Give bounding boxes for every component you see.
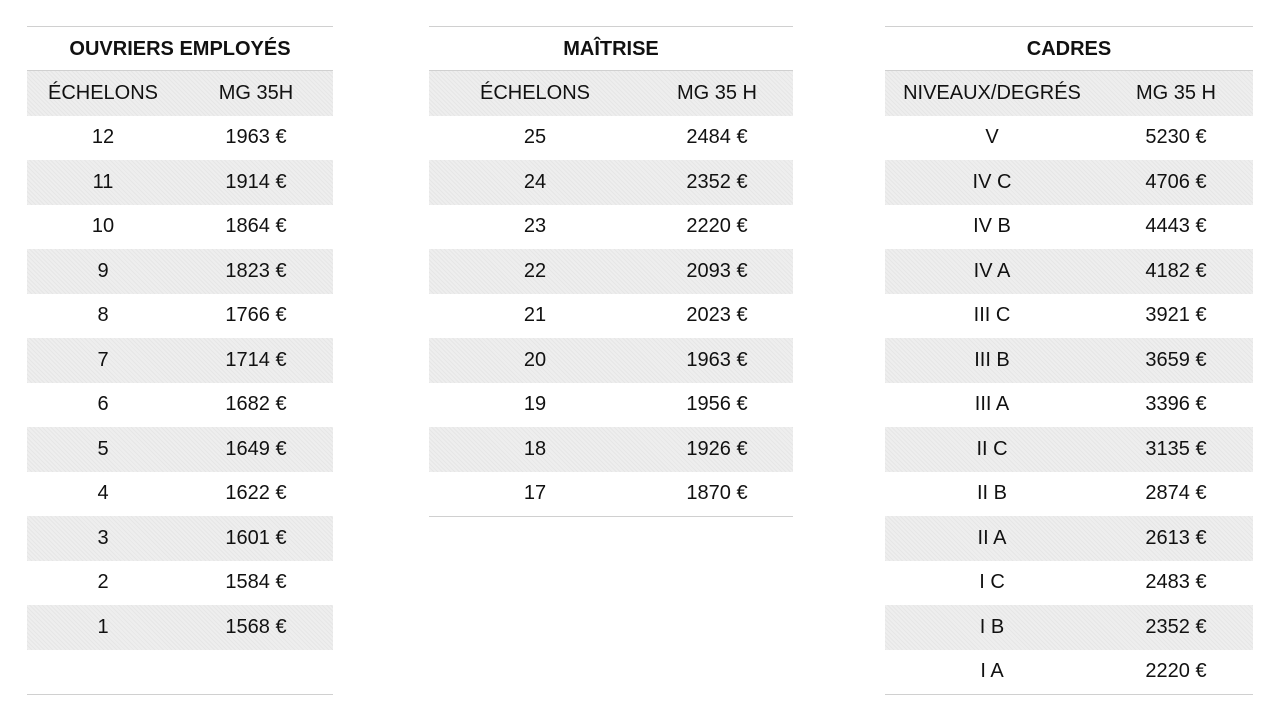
salary-cell: 2483 € (1145, 571, 1207, 594)
table-row (27, 249, 333, 294)
salary-cell: 1649 € (225, 437, 287, 460)
table-row (27, 516, 333, 561)
table-bottom-rule (885, 694, 1253, 695)
table-row (27, 160, 333, 205)
level-cell: 3 (97, 526, 109, 549)
level-cell: 22 (523, 259, 547, 282)
column-header: MG 35H (218, 81, 294, 104)
column-header: ÉCHELONS (479, 81, 591, 104)
level-cell: V (985, 126, 999, 149)
salary-cell: 1864 € (225, 215, 287, 238)
salary-cell: 1622 € (225, 482, 287, 505)
table-header-row (885, 71, 1253, 116)
level-cell: 10 (91, 215, 115, 238)
level-cell: III B (974, 348, 1010, 371)
level-cell: III A (974, 393, 1010, 416)
column-header: MG 35 H (676, 81, 758, 104)
salary-cell: 2352 € (1145, 615, 1207, 638)
level-cell: 11 (92, 170, 114, 193)
level-cell: 8 (97, 304, 109, 327)
level-cell: 18 (523, 437, 547, 460)
table-row (885, 472, 1253, 517)
table-row (27, 294, 333, 339)
level-cell: 19 (523, 393, 547, 416)
salary-cell: 1766 € (225, 304, 287, 327)
salary-cell: 2023 € (686, 304, 748, 327)
table-row (885, 427, 1253, 472)
salary-cell: 1870 € (686, 482, 748, 505)
table-row (27, 427, 333, 472)
level-cell: II A (977, 526, 1007, 549)
level-cell: 1 (97, 615, 109, 638)
table-row (885, 249, 1253, 294)
level-cell: 4 (97, 482, 109, 505)
level-cell: 2 (97, 571, 109, 594)
salary-cell: 1956 € (686, 393, 748, 416)
table-maitrise (429, 26, 793, 517)
table-row (27, 338, 333, 383)
salary-cell: 1914 € (225, 170, 287, 193)
level-cell: I B (979, 615, 1005, 638)
table-row (885, 516, 1253, 561)
level-cell: 6 (97, 393, 109, 416)
level-cell: 20 (523, 348, 547, 371)
table-bottom-rule (27, 694, 333, 695)
table-row (885, 605, 1253, 650)
level-cell: 24 (523, 170, 547, 193)
table-row (429, 205, 793, 250)
table-row (429, 383, 793, 428)
table-title: MAÎTRISE (429, 27, 793, 71)
column-header: NIVEAUX/DEGRÉS (903, 81, 1081, 104)
table-header-row (27, 71, 333, 116)
table-row (429, 338, 793, 383)
table-row (885, 650, 1253, 695)
level-cell: I C (979, 571, 1005, 594)
table-row (885, 294, 1253, 339)
table-row (27, 472, 333, 517)
level-cell: IV A (973, 259, 1011, 282)
level-cell: II C (976, 437, 1008, 460)
table-row (429, 294, 793, 339)
table-row (885, 383, 1253, 428)
column-header: MG 35 H (1135, 81, 1217, 104)
salary-cell: 1714 € (225, 348, 287, 371)
salary-cell: 2613 € (1145, 526, 1207, 549)
table-row (27, 383, 333, 428)
table-header-row (429, 71, 793, 116)
level-cell: I A (980, 660, 1004, 683)
table-row (27, 605, 333, 650)
salary-cell: 1963 € (225, 126, 287, 149)
table-row (429, 472, 793, 517)
salary-cell: 1601 € (225, 526, 287, 549)
salary-cell: 5230 € (1145, 126, 1207, 149)
level-cell: 7 (97, 348, 109, 371)
table-row (27, 116, 333, 161)
table-row (429, 249, 793, 294)
salary-cell: 2220 € (686, 215, 748, 238)
table-row (885, 338, 1253, 383)
salary-cell: 2484 € (686, 126, 748, 149)
table-row (429, 116, 793, 161)
table-row (429, 160, 793, 205)
salary-cell: 2874 € (1145, 482, 1207, 505)
table-ouvriers-employes (27, 26, 333, 695)
level-cell: 25 (523, 126, 547, 149)
salary-cell: 2352 € (686, 170, 748, 193)
level-cell: 21 (523, 304, 547, 327)
table-title: OUVRIERS EMPLOYÉS (27, 27, 333, 71)
salary-cell: 1963 € (686, 348, 748, 371)
table-body (885, 116, 1253, 695)
salary-cell: 3396 € (1145, 393, 1207, 416)
level-cell: 23 (523, 215, 547, 238)
salary-cell: 2093 € (686, 259, 748, 282)
level-cell: 9 (97, 259, 109, 282)
salary-cell: 3135 € (1145, 437, 1207, 460)
level-cell: 5 (97, 437, 109, 460)
level-cell: II B (976, 482, 1007, 505)
salary-cell: 2220 € (1145, 660, 1207, 683)
salary-cell: 1823 € (225, 259, 287, 282)
salary-cell: 3921 € (1145, 304, 1207, 327)
column-header: ÉCHELONS (47, 81, 159, 104)
salary-cell: 1584 € (225, 571, 287, 594)
table-row (885, 561, 1253, 606)
salary-cell: 3659 € (1145, 348, 1207, 371)
salary-cell: 1682 € (225, 393, 287, 416)
table-row (885, 160, 1253, 205)
table-cadres (885, 26, 1253, 695)
table-body (429, 116, 793, 517)
level-cell: III C (973, 304, 1011, 327)
salary-cell: 4706 € (1145, 170, 1207, 193)
table-spacer (27, 650, 333, 695)
salary-cell: 1568 € (225, 615, 287, 638)
salary-cell: 1926 € (686, 437, 748, 460)
table-body (27, 116, 333, 650)
table-title: CADRES (885, 27, 1253, 71)
table-bottom-rule (429, 516, 793, 517)
table-row (429, 427, 793, 472)
table-row (885, 205, 1253, 250)
level-cell: 17 (523, 482, 547, 505)
level-cell: IV C (972, 170, 1012, 193)
table-row (885, 116, 1253, 161)
level-cell: IV B (973, 215, 1011, 238)
level-cell: 12 (91, 126, 115, 149)
table-row (27, 561, 333, 606)
salary-cell: 4182 € (1145, 259, 1207, 282)
salary-cell: 4443 € (1145, 215, 1207, 238)
table-row (27, 205, 333, 250)
